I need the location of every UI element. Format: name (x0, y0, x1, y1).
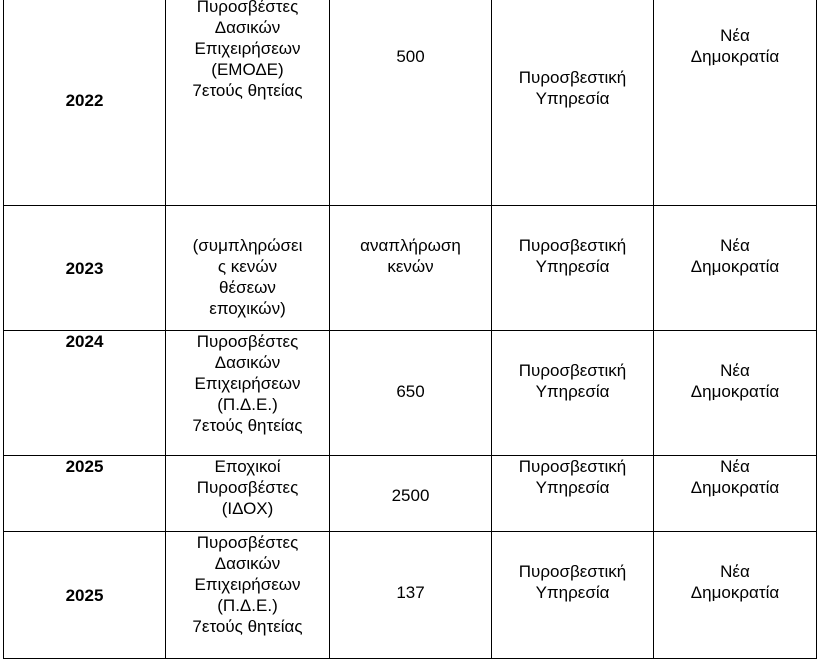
year-cell: 2025 (4, 456, 166, 532)
service-cell: Πυροσβεστική Υπηρεσία (492, 0, 654, 206)
year-cell: 2024 (4, 331, 166, 456)
category-cell: Πυροσβέστες Δασικών Επιχειρήσεων (Π.Δ.Ε.) 7ετούς θητείας (166, 331, 330, 456)
category-cell: Εποχικοί Πυροσβέστες (ΙΔΟΧ) (166, 456, 330, 532)
table-row (4, 331, 817, 456)
year-cell: 2023 (4, 206, 166, 331)
party-cell: Νέα Δημοκρατία (654, 0, 817, 206)
service-cell: Πυροσβεστική Υπηρεσία (492, 206, 654, 331)
positions-cell: αναπλήρωση κενών (330, 206, 492, 331)
category-cell: (συμπληρώσει ς κενών θέσεων εποχικών) (166, 206, 330, 331)
year-cell: 2022 (4, 0, 166, 206)
year-cell: 2025 (4, 532, 166, 659)
service-cell: Πυροσβεστική Υπηρεσία (492, 331, 654, 456)
category-cell: Πυροσβέστες Δασικών Επιχειρήσεων (Π.Δ.Ε.) 7ετούς θητείας (166, 532, 330, 659)
recruitment-table (3, 0, 817, 659)
positions-cell: 137 (330, 532, 492, 659)
table-row (4, 456, 817, 532)
category-cell: Πυροσβέστες Δασικών Επιχειρήσεων (ΕΜΟΔΕ) 7ετούς θητείας (166, 0, 330, 206)
service-cell: Πυροσβεστική Υπηρεσία (492, 532, 654, 659)
party-cell: Νέα Δημοκρατία (654, 532, 817, 659)
party-cell: Νέα Δημοκρατία (654, 331, 817, 456)
party-cell: Νέα Δημοκρατία (654, 456, 817, 532)
positions-cell: 500 (330, 0, 492, 206)
positions-cell: 2500 (330, 456, 492, 532)
table-row (4, 206, 817, 331)
party-cell: Νέα Δημοκρατία (654, 206, 817, 331)
table-row (4, 0, 817, 206)
table-row (4, 532, 817, 659)
service-cell: Πυροσβεστική Υπηρεσία (492, 456, 654, 532)
positions-cell: 650 (330, 331, 492, 456)
